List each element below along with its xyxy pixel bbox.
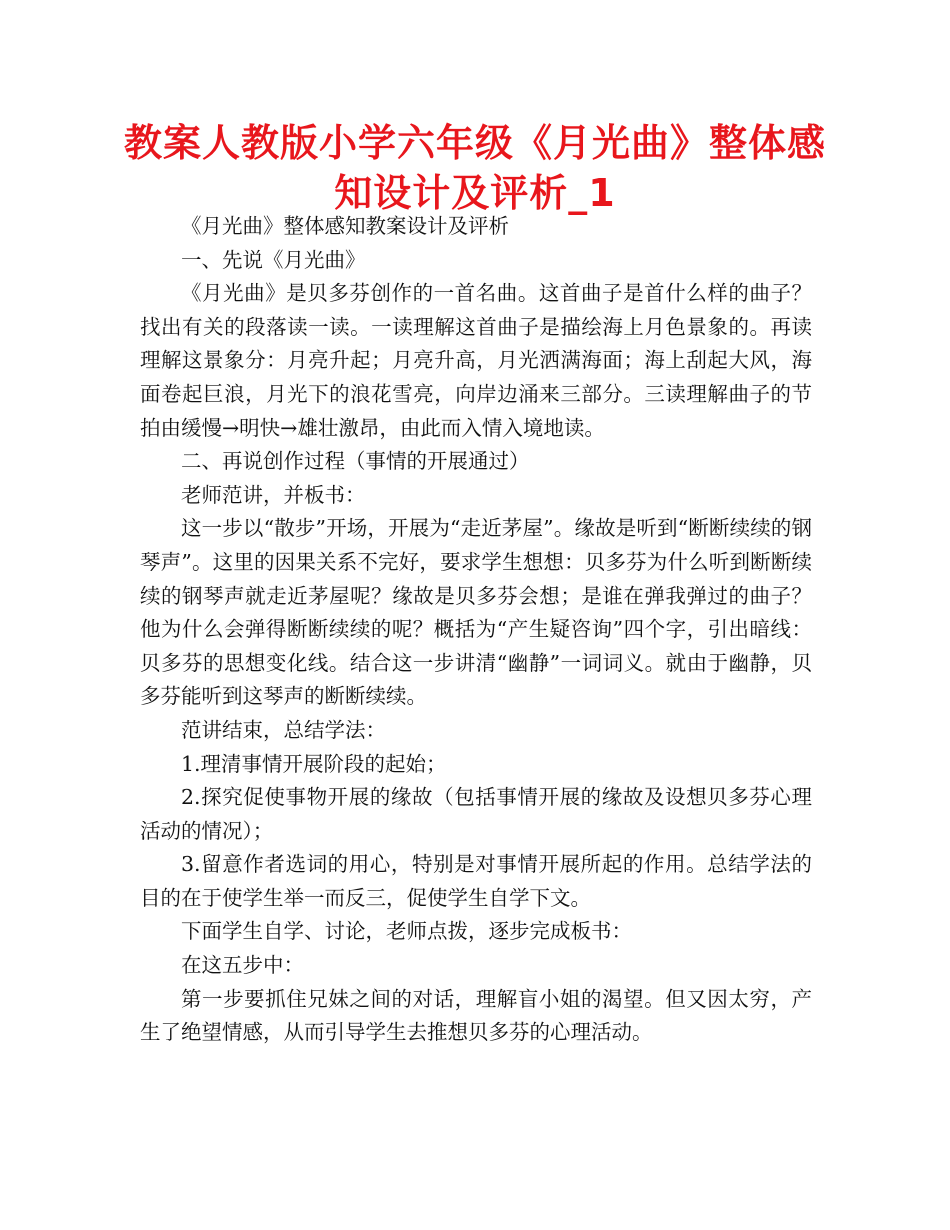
list-item: 3.留意作者选词的用心，特别是对事情开展所起的作用。总结学法的目的在于使学生举一而反三，促使学生自学下文。 <box>140 852 812 910</box>
paragraph-subtitle: 《月光曲》整体感知教案设计及评析 <box>181 214 509 238</box>
list-item: 2.探究促使事物开展的缘故（包括事情开展的缘故及设想贝多芬心理活动的情况）； <box>140 785 812 843</box>
document-title: 教案人教版小学六年级《月光曲》整体感知设计及评析_1 <box>123 121 826 215</box>
paragraph: 范讲结束，总结学法： <box>181 717 386 742</box>
section-heading-2: 二、再说创作过程（事情的开展通过） <box>181 449 530 474</box>
paragraph: 这一步以“散步”开场，开展为“走近茅屋”。缘故是听到“断断续续的钢琴声”。这里的因果关系不完好，要求学生想想：贝多芬为什么听到断断续续的钢琴声就走近茅屋呢？缘故是贝多芬会想；是谁在弹我弹过的曲子？他为什么会弹得断断续续的呢？概括为“产生疑咨询”四个字，引出暗线：贝多芬的思想变化线。结合这一步讲清“幽静”一词词义。就由于幽静，贝多芬能听到这琴声的断断续续。 <box>140 516 812 709</box>
list-item: 1.理清事情开展阶段的起始； <box>181 751 447 776</box>
document-body <box>140 210 812 1050</box>
paragraph: 在这五步中： <box>181 953 304 978</box>
paragraph: 《月光曲》是贝多芬创作的一首名曲。这首曲子是首什么样的曲子？找出有关的段落读一读。一读理解这首曲子是描绘海上月色景象的。再读理解这景象分：月亮升起；月亮升高，月光洒满海面；海上刮起大风，海面卷起巨浪，月光下的浪花雪亮，向岸边涌来三部分。三读理解曲子的节拍由缓慢→明快→雄壮激昂，由此而入情入境地读。 <box>140 281 812 440</box>
paragraph: 老师范讲，并板书： <box>181 482 366 507</box>
paragraph: 第一步要抓住兄妹之间的对话，理解盲小姐的渴望。但又因太穷，产生了绝望情感，从而引导学生去推想贝多芬的心理活动。 <box>140 986 812 1045</box>
paragraph: 下面学生自学、讨论，老师点拨，逐步完成板书： <box>181 919 632 944</box>
section-heading-1: 一、先说《月光曲》 <box>181 247 366 272</box>
